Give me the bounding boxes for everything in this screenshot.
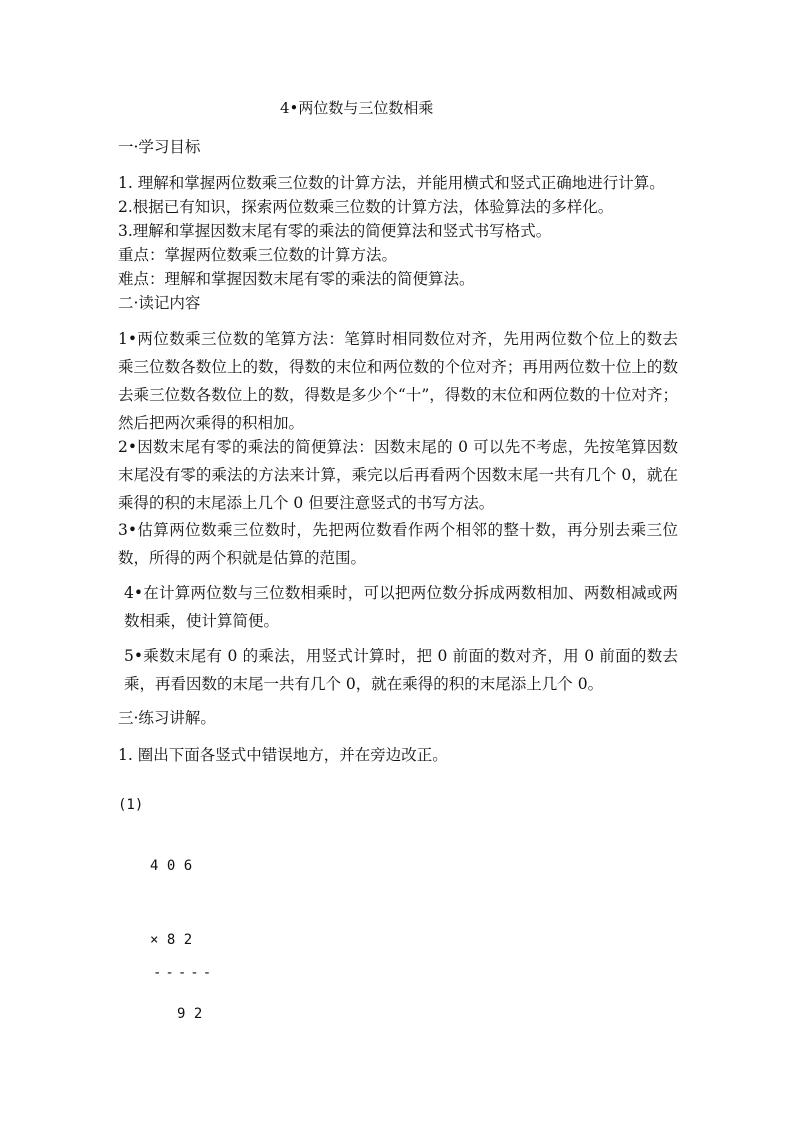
calc-divider-line: -----: [153, 965, 216, 981]
practice-sub-label: (1): [118, 797, 144, 813]
goal-item-3: 3.理解和掌握因数末尾有零的乘法的简便算法和竖式书写格式。: [118, 222, 552, 240]
content-paragraph-4: 4•在计算两位数与三位数相乘时，可以把两位数分拆成两数相加、两数相减或两数相乘，使计算简便。: [124, 584, 678, 630]
content-paragraph-5: 5•乘数末尾有 0 的乘法，用竖式计算时，把 0 前面的数对齐，用 0 前面的数去乘，再看因数的末尾一共有几个 0，就在乘得的积的末尾添上几个 0。: [124, 647, 678, 693]
section-heading-practice: 三·练习讲解。: [118, 709, 216, 727]
section-heading-content: 二·读记内容: [118, 294, 201, 312]
content-paragraph-3: 3•估算两位数乘三位数时，先把两位数看作两个相邻的整十数，再分别去乘三位数，所得的两个积就是估算的范围。: [118, 521, 678, 567]
calc-partial-product: 9 2: [177, 1006, 203, 1022]
calc-multiplier: × 8 2: [150, 932, 193, 948]
content-paragraph-2: 2•因数末尾有零的乘法的简便算法：因数末尾的 0 可以先不考虑，先按笔算因数末尾没有零的乘法的方法来计算，乘完以后再看两个因数末尾一共有几个 0，就在乘得的积的末尾添上几个 0 但要注意竖式的书写方法。: [118, 438, 678, 512]
goal-key-point: 重点：掌握两位数乘三位数的计算方法。: [118, 246, 398, 264]
goal-item-1: 1. 理解和掌握两位数乘三位数的计算方法，并能用横式和竖式正确地进行计算。: [118, 174, 665, 192]
content-paragraph-1: 1•两位数乘三位数的笔算方法：笔算时相同数位对齐，先用两位数个位上的数去乘三位数各数位上的数，得数的末位和两位数的个位对齐；再用两位数十位上的数去乘三位数各数位上的数，得数是多少个“十”，得数的末位和两位数的十位对齐；然后把两次乘得的积相加。: [118, 330, 678, 432]
goal-difficult-point: 难点：理解和掌握因数末尾有零的乘法的简便算法。: [118, 270, 475, 288]
page-title: 4•两位数与三位数相乘: [280, 99, 434, 117]
calc-multiplicand: 4 0 6: [150, 858, 193, 874]
section-heading-goals: 一·学习目标: [118, 138, 201, 156]
goal-item-2: 2.根据已有知识，探索两位数乘三位数的计算方法，体验算法的多样化。: [118, 198, 614, 216]
practice-question-1: 1. 圈出下面各竖式中错误地方，并在旁边改正。: [118, 746, 448, 764]
